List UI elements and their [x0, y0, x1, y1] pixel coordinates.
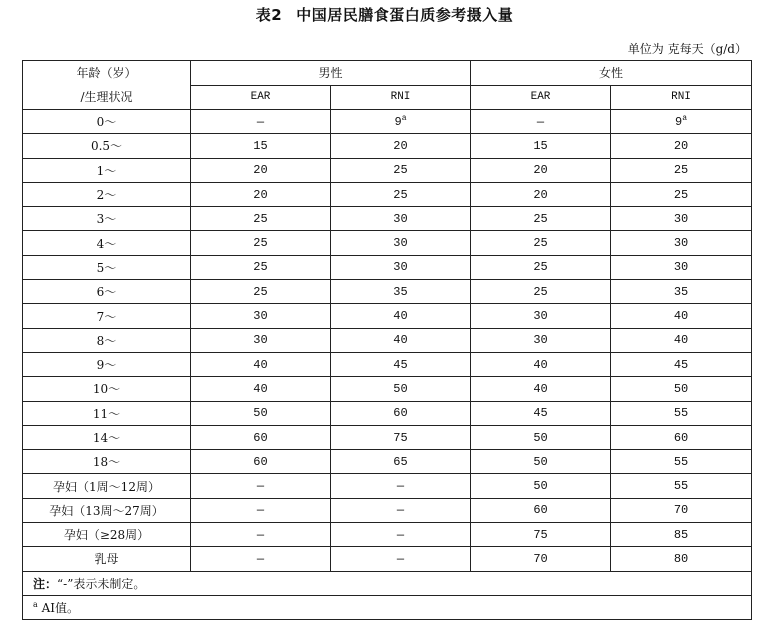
- age-cell: [23, 425, 191, 449]
- female-ear-cell: [471, 158, 611, 182]
- male-ear-cell: [191, 474, 331, 498]
- female-ear-cell-value: 50: [533, 430, 548, 445]
- male-rni-cell-value: —: [396, 503, 405, 518]
- male-ear-cell: [191, 255, 331, 279]
- age-cell: [23, 231, 191, 255]
- female-ear-cell: [471, 231, 611, 255]
- male-rni-cell: [331, 498, 471, 522]
- table-row: [23, 207, 752, 231]
- male-rni-cell: [331, 110, 471, 134]
- male-ear-cell-value: —: [256, 527, 265, 542]
- age-cell-value: 6～: [96, 285, 117, 300]
- age-cell-value: 孕妇（13周～27周）: [49, 503, 164, 518]
- female-rni-cell: [611, 158, 752, 182]
- unit-label: 单位为 克每天（g/d）: [627, 42, 747, 56]
- age-cell-value: 孕妇（≥28周）: [63, 528, 150, 543]
- footnote-marker: a: [401, 113, 407, 123]
- table-row: [23, 474, 752, 498]
- male-ear-header: EAR: [191, 85, 331, 110]
- female-header: 女性: [471, 61, 752, 86]
- table-row: [23, 158, 752, 182]
- age-header-line1: 年龄（岁）: [76, 66, 137, 80]
- male-ear-cell: [191, 110, 331, 134]
- age-cell-value: 8～: [96, 333, 117, 348]
- age-cell: [23, 450, 191, 474]
- female-rni-cell-value: 55: [673, 479, 689, 494]
- male-rni-cell: [331, 474, 471, 498]
- male-rni-cell-value: —: [396, 551, 405, 566]
- male-ear-cell-value: —: [256, 114, 265, 129]
- female-ear-cell-value: 60: [533, 503, 548, 518]
- male-ear-cell: [191, 523, 331, 547]
- age-cell-value: 5～: [96, 260, 117, 275]
- female-ear-cell-value: 20: [533, 163, 548, 178]
- male-rni-cell-value: 25: [393, 163, 408, 178]
- male-ear-cell: [191, 450, 331, 474]
- female-ear-cell: [471, 474, 611, 498]
- female-rni-cell: [611, 110, 752, 134]
- female-rni-cell-value: 30: [673, 260, 689, 275]
- female-rni-cell-value: 70: [673, 503, 689, 518]
- male-ear-cell: [191, 352, 331, 376]
- age-cell-value: 孕妇（1周～12周）: [53, 479, 160, 494]
- female-ear-cell-value: —: [536, 114, 545, 129]
- note-row: [23, 571, 752, 595]
- male-ear-cell: [191, 377, 331, 401]
- male-ear-cell-value: 40: [253, 381, 268, 396]
- male-rni-cell: [331, 547, 471, 571]
- table-row: [23, 377, 752, 401]
- male-ear-cell-value: 25: [253, 260, 268, 275]
- female-rni-cell-value: 30: [673, 211, 689, 226]
- male-rni-cell: [331, 425, 471, 449]
- male-ear-cell-value: 30: [253, 309, 268, 324]
- female-rni-cell: [611, 523, 752, 547]
- female-ear-cell-value: 70: [533, 551, 548, 566]
- male-ear-cell: [191, 134, 331, 158]
- female-ear-cell-value: 25: [533, 260, 548, 275]
- age-cell-value: 3～: [96, 212, 117, 227]
- male-rni-cell-value: 65: [393, 454, 408, 469]
- male-rni-cell-value: 30: [393, 211, 408, 226]
- age-cell: [23, 498, 191, 522]
- table-number: 表2: [255, 6, 283, 24]
- male-ear-cell: [191, 280, 331, 304]
- male-ear-cell-value: 25: [253, 211, 268, 226]
- table-row: [23, 498, 752, 522]
- age-cell: [23, 401, 191, 425]
- male-rni-cell-value: 40: [393, 333, 408, 348]
- female-ear-cell-value: 45: [533, 406, 548, 421]
- table-row: [23, 425, 752, 449]
- female-ear-cell-value: 40: [533, 357, 548, 372]
- female-ear-cell-value: 15: [533, 138, 548, 153]
- table-row: [23, 280, 752, 304]
- age-cell: [23, 207, 191, 231]
- age-cell: [23, 280, 191, 304]
- female-rni-cell-value: 20: [673, 138, 689, 153]
- age-cell: [23, 352, 191, 376]
- table-row: [23, 134, 752, 158]
- table-row: [23, 328, 752, 352]
- age-cell: [23, 474, 191, 498]
- female-ear-cell: [471, 377, 611, 401]
- female-rni-cell: [611, 401, 752, 425]
- note-text: “-”表示未制定。: [57, 576, 146, 591]
- footnote-marker: a: [682, 113, 688, 123]
- male-ear-cell-value: —: [256, 551, 265, 566]
- female-rni-cell-value: 9: [675, 114, 683, 129]
- female-rni-cell-value: 80: [673, 551, 689, 566]
- male-rni-cell-value: 9: [394, 114, 402, 129]
- table-row: [23, 231, 752, 255]
- male-rni-cell: [331, 255, 471, 279]
- male-rni-cell-value: 50: [393, 381, 408, 396]
- female-rni-cell-value: 60: [673, 430, 689, 445]
- male-rni-cell: [331, 450, 471, 474]
- female-ear-cell: [471, 280, 611, 304]
- female-ear-cell-value: 30: [533, 333, 548, 348]
- age-cell: [23, 304, 191, 328]
- age-cell-value: 乳母: [94, 552, 119, 567]
- male-ear-cell-value: —: [256, 503, 265, 518]
- age-cell-value: 14～: [92, 431, 121, 445]
- male-rni-cell: [331, 401, 471, 425]
- age-cell-value: 4～: [96, 236, 117, 251]
- male-rni-cell: [331, 158, 471, 182]
- female-rni-cell-value: 30: [673, 236, 689, 251]
- female-rni-cell-value: 40: [673, 333, 689, 348]
- female-ear-cell: [471, 207, 611, 231]
- female-rni-cell: [611, 352, 752, 376]
- footnote-row: [23, 595, 752, 619]
- age-cell-value: 1～: [96, 163, 117, 178]
- table-row: [23, 352, 752, 376]
- female-rni-cell: [611, 231, 752, 255]
- male-ear-cell-value: 50: [253, 406, 268, 421]
- female-rni-cell: [611, 182, 752, 206]
- female-rni-cell-value: 40: [673, 309, 689, 324]
- female-ear-cell: [471, 498, 611, 522]
- table-row: [23, 450, 752, 474]
- female-rni-cell: [611, 207, 752, 231]
- male-ear-cell: [191, 158, 331, 182]
- male-rni-cell-value: 35: [393, 284, 408, 299]
- female-rni-cell: [611, 474, 752, 498]
- male-rni-cell-value: —: [396, 527, 405, 542]
- female-rni-cell: [611, 498, 752, 522]
- age-cell: [23, 158, 191, 182]
- footnote-cell: [23, 595, 752, 619]
- male-rni-cell: [331, 280, 471, 304]
- female-ear-cell: [471, 134, 611, 158]
- female-rni-cell: [611, 450, 752, 474]
- table-title: [0, 4, 769, 25]
- female-rni-cell: [611, 304, 752, 328]
- table-row: [23, 304, 752, 328]
- male-ear-cell: [191, 547, 331, 571]
- male-ear-cell: [191, 304, 331, 328]
- female-rni-cell: [611, 377, 752, 401]
- age-cell: [23, 328, 191, 352]
- female-ear-cell-value: 25: [533, 284, 548, 299]
- table-title-text: 中国居民膳食蛋白质参考摄入量: [296, 6, 514, 24]
- male-rni-cell: [331, 523, 471, 547]
- age-cell-value: 2～: [96, 188, 117, 203]
- female-rni-cell-value: 45: [673, 357, 689, 372]
- male-ear-cell-value: 15: [253, 138, 268, 153]
- male-rni-cell: [331, 182, 471, 206]
- male-ear-cell-value: 20: [253, 187, 268, 202]
- male-ear-cell: [191, 425, 331, 449]
- footnote-marker: a: [33, 600, 38, 610]
- male-ear-cell-value: —: [256, 479, 265, 494]
- age-cell: [23, 255, 191, 279]
- protein-intake-table: [22, 60, 752, 620]
- age-cell: [23, 110, 191, 134]
- female-ear-cell-value: 25: [533, 211, 548, 226]
- female-rni-cell-value: 85: [673, 527, 689, 542]
- male-rni-cell-value: 30: [393, 260, 408, 275]
- male-ear-cell: [191, 401, 331, 425]
- female-rni-cell-value: 55: [673, 406, 689, 421]
- female-ear-cell: [471, 328, 611, 352]
- male-ear-cell-value: 60: [253, 430, 268, 445]
- table-row: [23, 547, 752, 571]
- male-rni-cell-value: 20: [393, 138, 408, 153]
- female-rni-cell-value: 50: [673, 381, 689, 396]
- male-rni-cell-value: 45: [393, 357, 408, 372]
- female-ear-cell: [471, 401, 611, 425]
- male-rni-cell-value: 40: [393, 309, 408, 324]
- male-rni-cell-value: —: [396, 479, 405, 494]
- female-ear-cell: [471, 352, 611, 376]
- male-rni-cell: [331, 207, 471, 231]
- female-ear-cell: [471, 255, 611, 279]
- male-ear-cell-value: 20: [253, 163, 268, 178]
- age-cell-value: 0～: [96, 115, 117, 130]
- note-cell: [23, 571, 752, 595]
- male-ear-cell: [191, 182, 331, 206]
- age-cell-value: 18～: [92, 455, 121, 470]
- female-ear-cell-value: 30: [533, 309, 548, 324]
- female-ear-cell-value: 20: [533, 187, 548, 202]
- male-rni-cell: [331, 231, 471, 255]
- male-rni-cell: [331, 377, 471, 401]
- male-rni-cell: [331, 304, 471, 328]
- male-rni-cell: [331, 352, 471, 376]
- female-rni-cell-value: 35: [673, 284, 689, 299]
- age-cell: [23, 182, 191, 206]
- male-ear-cell: [191, 328, 331, 352]
- table-row: [23, 523, 752, 547]
- female-ear-cell: [471, 182, 611, 206]
- female-rni-cell: [611, 134, 752, 158]
- male-rni-header: RNI: [331, 85, 471, 110]
- female-ear-cell: [471, 450, 611, 474]
- male-rni-cell: [331, 328, 471, 352]
- male-rni-cell-value: 75: [393, 430, 408, 445]
- male-ear-cell-value: 30: [253, 333, 268, 348]
- table-row: [23, 401, 752, 425]
- female-rni-cell-value: 55: [673, 454, 689, 469]
- female-ear-cell-value: 50: [533, 479, 548, 494]
- male-ear-cell-value: 60: [253, 454, 268, 469]
- male-ear-cell: [191, 207, 331, 231]
- female-ear-cell-value: 75: [533, 527, 548, 542]
- table-row: [23, 255, 752, 279]
- female-rni-cell: [611, 547, 752, 571]
- female-rni-cell: [611, 280, 752, 304]
- age-cell: [23, 547, 191, 571]
- header-row-top: [23, 61, 752, 86]
- age-header-line2: /生理状况: [80, 90, 133, 104]
- age-cell-value: 7～: [96, 309, 117, 324]
- footnote-text: AI值。: [37, 601, 80, 616]
- age-cell-value: 0.5～: [90, 139, 123, 154]
- female-ear-cell: [471, 304, 611, 328]
- age-cell-value: 10～: [92, 382, 121, 397]
- table-row: [23, 182, 752, 206]
- female-rni-cell: [611, 425, 752, 449]
- female-ear-header: EAR: [471, 85, 611, 110]
- male-ear-cell: [191, 498, 331, 522]
- female-ear-cell: [471, 523, 611, 547]
- male-rni-cell: [331, 134, 471, 158]
- male-ear-cell: [191, 231, 331, 255]
- female-rni-header: RNI: [611, 85, 752, 110]
- male-rni-cell-value: 25: [393, 187, 408, 202]
- male-ear-cell-value: 40: [253, 357, 268, 372]
- male-header: 男性: [191, 61, 471, 86]
- age-cell-value: 11～: [92, 406, 121, 421]
- female-rni-cell-value: 25: [673, 163, 689, 178]
- male-ear-cell-value: 25: [253, 284, 268, 299]
- female-ear-cell: [471, 110, 611, 134]
- female-rni-cell-value: 25: [673, 187, 689, 202]
- male-rni-cell-value: 30: [393, 236, 408, 251]
- age-cell: [23, 523, 191, 547]
- female-ear-cell: [471, 425, 611, 449]
- age-cell: [23, 377, 191, 401]
- female-ear-cell: [471, 547, 611, 571]
- table-row: [23, 110, 752, 134]
- female-ear-cell-value: 25: [533, 236, 548, 251]
- age-cell-value: 9～: [96, 358, 117, 373]
- female-ear-cell-value: 40: [533, 381, 548, 396]
- note-label: 注：: [33, 576, 58, 591]
- age-header: [23, 61, 191, 110]
- male-ear-cell-value: 25: [253, 236, 268, 251]
- female-rni-cell: [611, 255, 752, 279]
- male-rni-cell-value: 60: [393, 406, 408, 421]
- female-ear-cell-value: 50: [533, 454, 548, 469]
- age-cell: [23, 134, 191, 158]
- female-rni-cell: [611, 328, 752, 352]
